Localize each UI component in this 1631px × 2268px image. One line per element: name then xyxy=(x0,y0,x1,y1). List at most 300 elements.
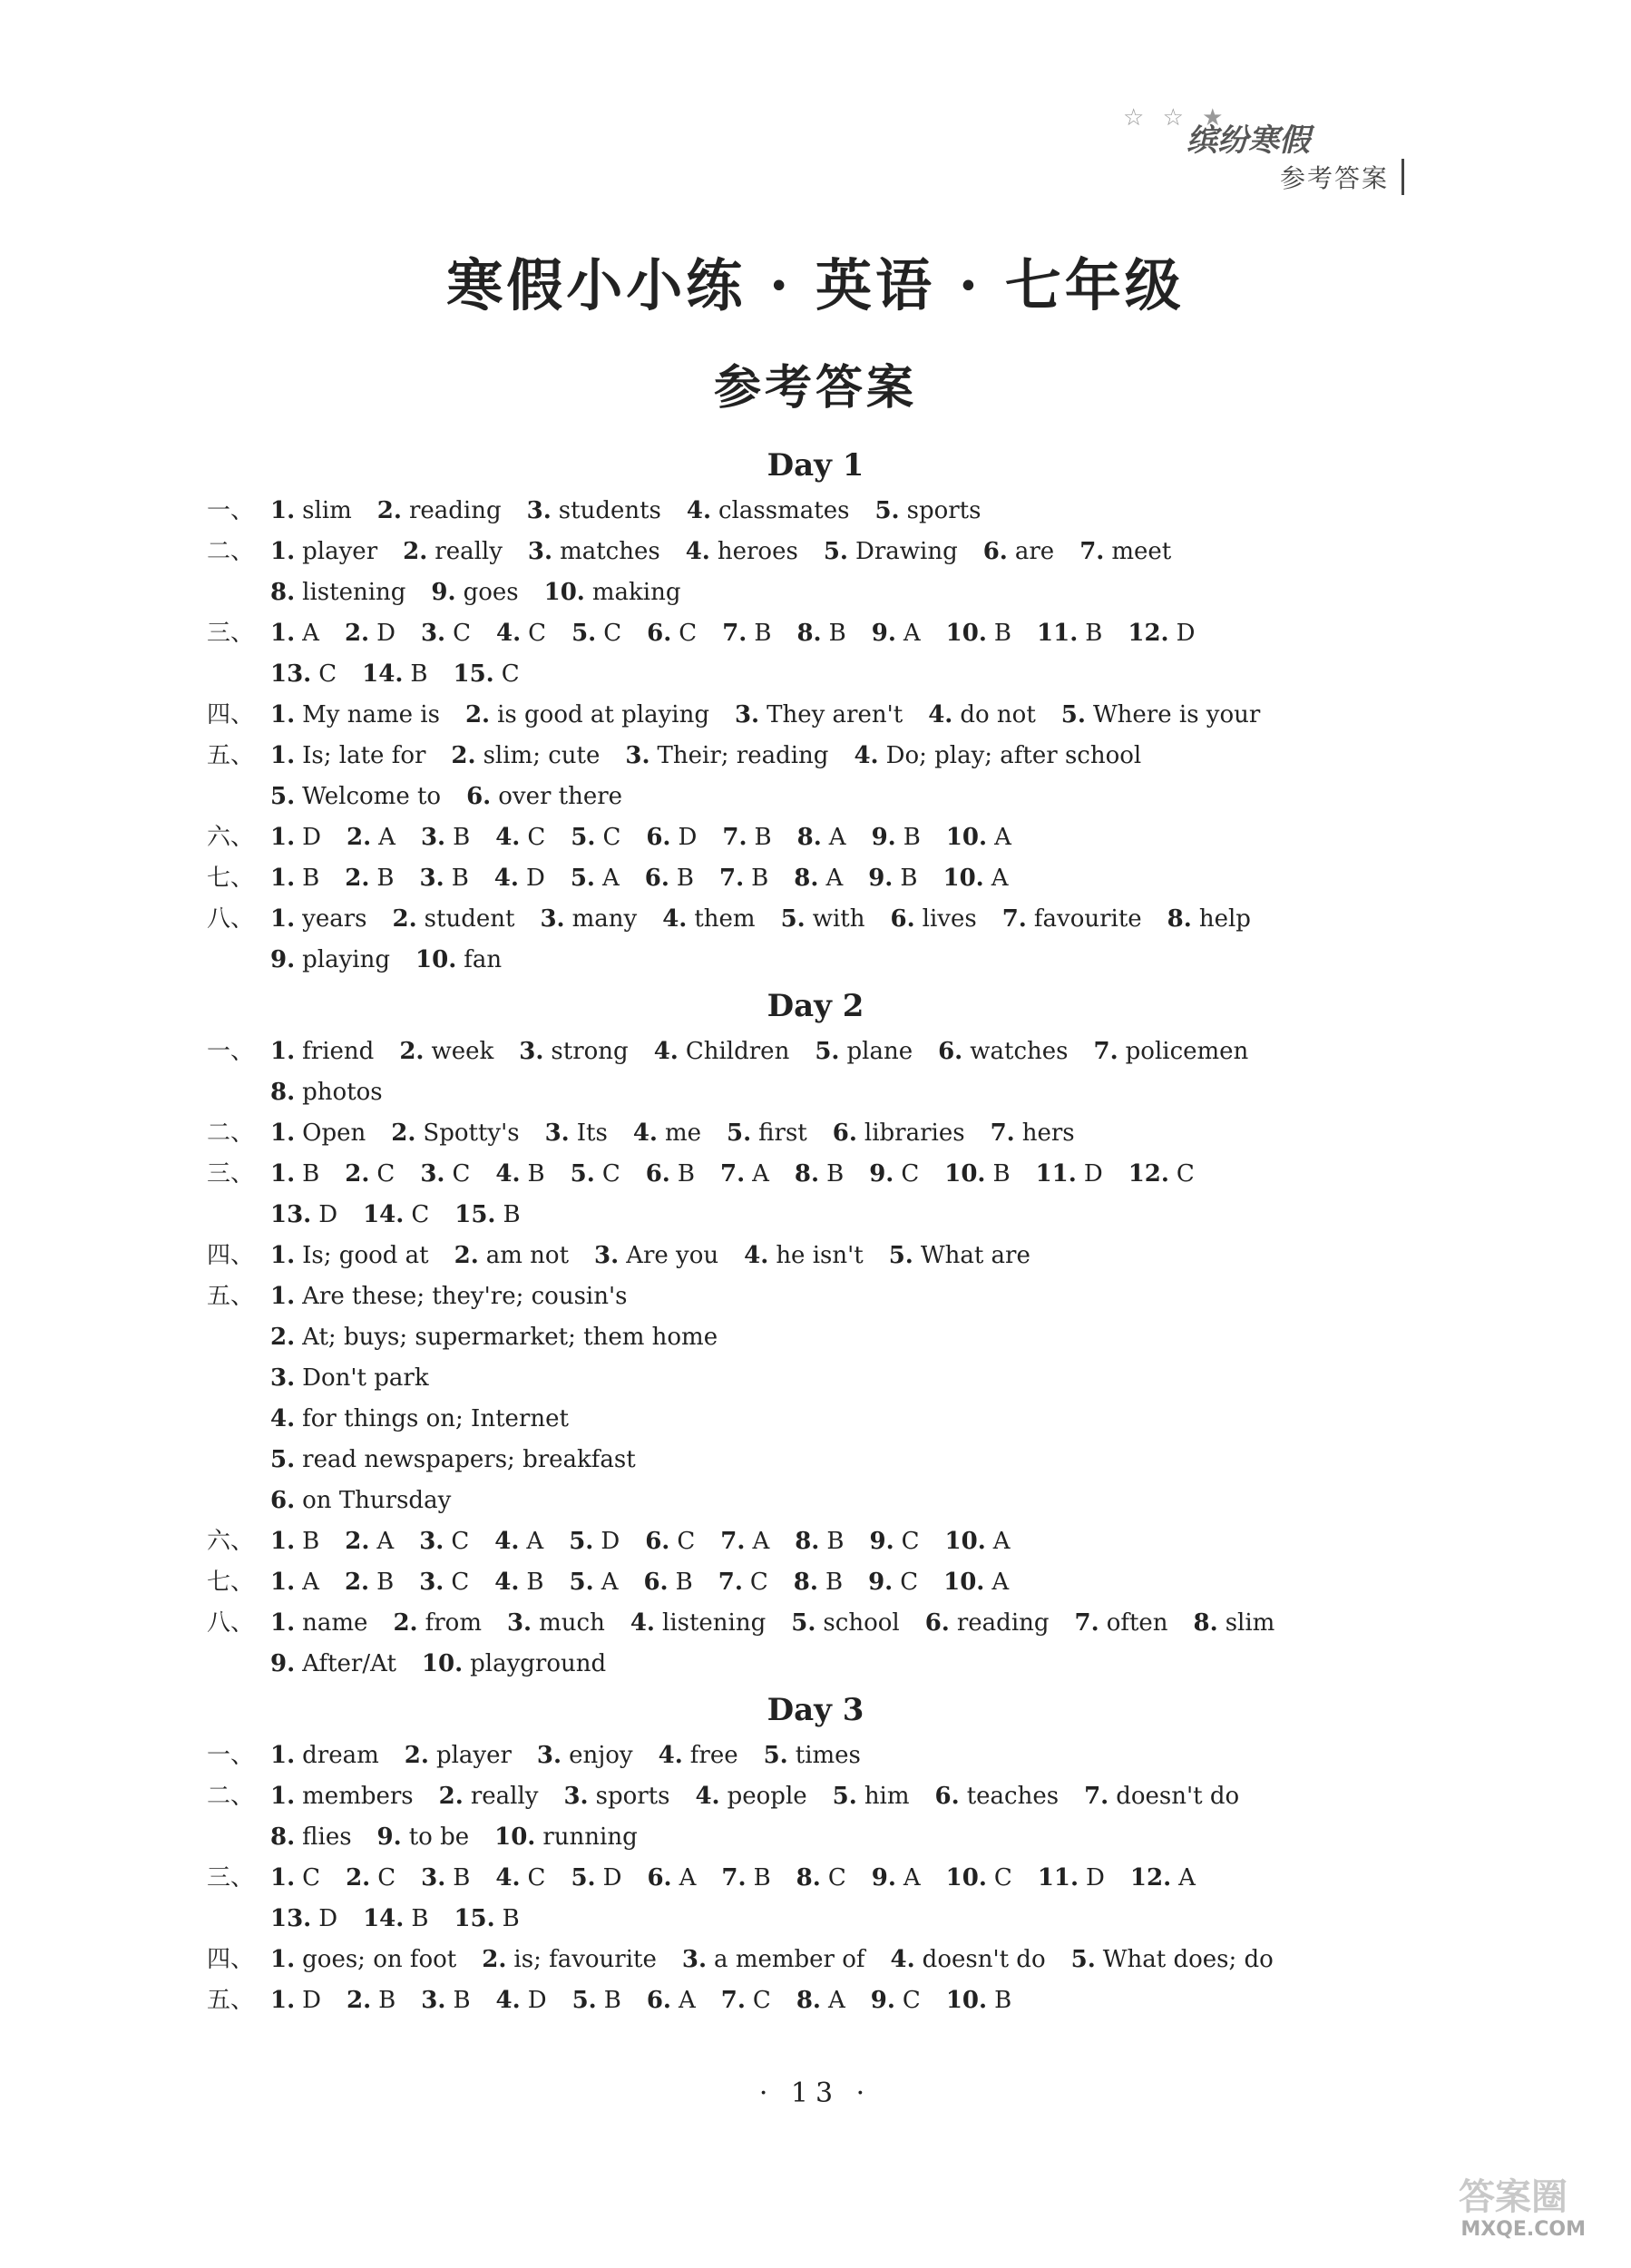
answer-text: A xyxy=(828,824,846,851)
answer-number: 3. xyxy=(506,1609,532,1637)
answer-item xyxy=(346,1858,396,1899)
answer-item xyxy=(721,1980,771,2021)
section-label: 三、 xyxy=(207,1160,255,1188)
answer-item xyxy=(1038,1858,1105,1899)
answer-item xyxy=(495,1154,544,1195)
answer-item xyxy=(797,817,846,858)
answer-number: 5. xyxy=(874,497,900,524)
answer-item xyxy=(270,1195,337,1236)
answer-item xyxy=(643,1562,692,1603)
answer-row xyxy=(207,532,1422,572)
answer-item xyxy=(420,858,469,899)
answer-number: 6. xyxy=(832,1119,857,1147)
answer-item xyxy=(421,613,471,654)
answer-number: 5. xyxy=(727,1119,752,1147)
answer-number: 10. xyxy=(945,1987,988,2014)
answer-text: D xyxy=(602,1864,622,1892)
answer-item xyxy=(270,1735,379,1776)
answer-item xyxy=(646,817,697,858)
answer-item xyxy=(465,695,709,736)
answer-number: 2. xyxy=(344,620,370,647)
answer-text: C xyxy=(527,1864,546,1892)
answer-text: over there xyxy=(498,783,623,810)
answer-number: 10. xyxy=(415,946,457,973)
answer-number: 4. xyxy=(695,1783,720,1810)
answer-text: Do; play; after school xyxy=(885,742,1142,769)
answer-item xyxy=(270,1980,321,2021)
answer-text: B xyxy=(754,620,772,647)
answer-item xyxy=(946,1980,1011,2021)
answer-number: 4. xyxy=(653,1038,679,1065)
answer-item xyxy=(1093,1031,1248,1072)
answer-number: 3. xyxy=(734,701,760,728)
answer-item xyxy=(419,1521,469,1562)
answer-item xyxy=(854,736,1141,777)
answer-number: 1. xyxy=(270,865,296,892)
answer-item xyxy=(345,858,394,899)
answer-text: C xyxy=(302,1864,321,1892)
answer-text: D xyxy=(302,824,322,851)
answer-number: 6. xyxy=(938,1038,963,1065)
section-label: 八、 xyxy=(207,1609,255,1637)
answer-item xyxy=(571,1858,621,1899)
answer-number: 5. xyxy=(570,865,595,892)
answer-number: 5. xyxy=(780,905,806,933)
answer-number: 3. xyxy=(420,824,446,851)
answer-text: B xyxy=(376,1569,395,1596)
answer-item xyxy=(494,1817,638,1858)
answer-text: goes xyxy=(463,579,519,606)
answer-text: B xyxy=(828,620,846,647)
answer-text: B xyxy=(453,1864,471,1892)
answer-number: 9. xyxy=(870,1987,895,2014)
answer-text: to be xyxy=(408,1823,470,1851)
answer-number: 3. xyxy=(270,1364,296,1392)
answer-item xyxy=(791,1603,899,1644)
answer-item xyxy=(794,858,843,899)
section-label: 三、 xyxy=(207,620,255,647)
answer-number: 3. xyxy=(419,865,444,892)
answer-item xyxy=(720,1154,769,1195)
answer-number: 10. xyxy=(494,1823,536,1851)
answer-text: strong xyxy=(551,1038,629,1065)
answer-text: B xyxy=(676,865,695,892)
answer-item xyxy=(415,940,502,981)
answer-item xyxy=(945,1521,1011,1562)
answer-text: times xyxy=(795,1742,861,1769)
answer-text: from xyxy=(425,1609,482,1637)
answer-number: 13. xyxy=(270,1905,312,1932)
answer-number: 5. xyxy=(1060,701,1086,728)
answer-text: C xyxy=(603,620,622,647)
answer-text: C xyxy=(411,1201,430,1228)
answer-number: 10. xyxy=(945,620,987,647)
answer-text: A xyxy=(991,1569,1010,1596)
answer-number: 6. xyxy=(466,783,492,810)
answer-number: 12. xyxy=(1128,620,1169,647)
answer-item xyxy=(744,1236,864,1276)
answer-text: D xyxy=(527,1987,547,2014)
answer-text: slim xyxy=(302,497,352,524)
answer-number: 4. xyxy=(495,824,521,851)
answer-item xyxy=(494,1562,543,1603)
answer-item xyxy=(507,1603,605,1644)
answer-number: 1. xyxy=(270,1242,296,1269)
answer-number: 9. xyxy=(871,824,896,851)
answer-item xyxy=(1071,1940,1274,1980)
answer-number: 1. xyxy=(270,1946,296,1973)
answer-row xyxy=(207,1276,1422,1317)
section-label: 七、 xyxy=(207,1569,255,1596)
answer-number: 15. xyxy=(454,1905,495,1932)
answer-number: 4. xyxy=(744,1242,769,1269)
answer-text: Its xyxy=(576,1119,608,1147)
answer-item xyxy=(942,858,1008,899)
answer-text: goes; on foot xyxy=(302,1946,457,1973)
answer-item xyxy=(796,613,845,654)
answer-text: C xyxy=(827,1864,846,1892)
answer-number: 4. xyxy=(854,742,879,769)
answer-number: 9. xyxy=(376,1823,402,1851)
answer-row xyxy=(207,1980,1422,2021)
answer-text: C xyxy=(501,660,520,688)
answer-item xyxy=(872,817,921,858)
answer-item xyxy=(874,491,981,532)
answer-number: 3. xyxy=(536,1742,562,1769)
answer-number: 8. xyxy=(270,1079,296,1106)
answer-number: 10. xyxy=(944,1160,986,1188)
answer-text: Welcome to xyxy=(302,783,442,810)
answer-text: meet xyxy=(1111,538,1172,565)
answer-text: B xyxy=(503,1201,521,1228)
answer-item xyxy=(270,1276,627,1317)
answer-row xyxy=(207,1440,1422,1481)
answer-number: 3. xyxy=(421,1987,446,2014)
answer-text: B xyxy=(992,1160,1011,1188)
answer-text: teaches xyxy=(966,1783,1060,1810)
answer-item xyxy=(270,777,441,817)
answer-text: D xyxy=(525,865,545,892)
answer-item xyxy=(633,1113,701,1154)
answer-number: 4. xyxy=(270,1405,296,1432)
answer-number: 1. xyxy=(270,1119,296,1147)
answer-text: A xyxy=(752,1160,769,1188)
answer-text: A xyxy=(903,620,921,647)
answer-text: B xyxy=(527,1160,545,1188)
answer-number: 11. xyxy=(1037,1864,1079,1892)
answer-item xyxy=(1075,1603,1168,1644)
answer-item xyxy=(540,899,637,940)
answer-item xyxy=(1036,1154,1103,1195)
answer-number: 7. xyxy=(1084,1783,1109,1810)
answer-item xyxy=(571,858,620,899)
answer-item xyxy=(659,1735,738,1776)
answer-number: 5. xyxy=(823,538,848,565)
answer-number: 1. xyxy=(270,1283,296,1310)
answer-text: D xyxy=(1083,1160,1103,1188)
answer-number: 4. xyxy=(662,905,688,933)
answer-number: 7. xyxy=(721,1864,747,1892)
answer-number: 2. xyxy=(438,1783,464,1810)
answer-content xyxy=(207,440,1422,2021)
answer-text: do not xyxy=(960,701,1036,728)
day-heading: Day 3 xyxy=(767,1692,864,1728)
answer-number: 3. xyxy=(594,1242,620,1269)
answer-text: for things on; Internet xyxy=(302,1405,569,1432)
answer-item xyxy=(345,1562,394,1603)
answer-number: 8. xyxy=(796,1987,821,2014)
answer-item xyxy=(270,1031,374,1072)
answer-number: 1. xyxy=(270,701,296,728)
answer-item xyxy=(721,1858,770,1899)
answer-item xyxy=(270,1236,429,1276)
answer-item xyxy=(654,1031,790,1072)
answer-item xyxy=(571,817,620,858)
answer-number: 12. xyxy=(1129,1864,1172,1892)
answer-number: 14. xyxy=(363,1201,405,1228)
answer-item xyxy=(686,532,798,572)
answer-row xyxy=(207,1358,1422,1399)
answer-text: Don't park xyxy=(302,1364,429,1392)
answer-number: 5. xyxy=(791,1609,816,1637)
answer-item xyxy=(419,1562,469,1603)
answer-item xyxy=(833,1113,965,1154)
answer-row xyxy=(207,1481,1422,1521)
answer-text: people xyxy=(727,1783,807,1810)
answer-item xyxy=(451,736,600,777)
answer-number: 9. xyxy=(869,1160,894,1188)
answer-text: B xyxy=(753,1864,771,1892)
answer-text: B xyxy=(526,1569,544,1596)
answer-item xyxy=(494,858,545,899)
watermark-logo: 答案圈 xyxy=(1459,2175,1568,2218)
answer-item xyxy=(454,1899,519,1940)
answer-number: 3. xyxy=(625,742,650,769)
answer-number: 2. xyxy=(347,1987,372,2014)
answer-text: B xyxy=(1085,620,1103,647)
answer-text: am not xyxy=(485,1242,570,1269)
page-subtitle: 参考答案 xyxy=(713,360,917,415)
answer-number: 1. xyxy=(270,1987,296,2014)
answer-text: policemen xyxy=(1125,1038,1249,1065)
answer-text: on Thursday xyxy=(302,1487,452,1514)
answer-item xyxy=(720,1521,769,1562)
answer-text: a member of xyxy=(714,1946,865,1973)
answer-row xyxy=(207,940,1422,981)
answer-number: 7. xyxy=(719,1160,746,1188)
answer-item xyxy=(722,613,771,654)
answer-number: 2. xyxy=(345,1528,370,1555)
answer-text: A xyxy=(752,1528,770,1555)
answer-item xyxy=(347,817,396,858)
answer-number: 4. xyxy=(928,701,953,728)
answer-item xyxy=(421,1858,470,1899)
answer-number: 7. xyxy=(1074,1609,1099,1637)
answer-item xyxy=(1084,1776,1239,1817)
answer-text: What are xyxy=(920,1242,1030,1269)
answer-item xyxy=(422,1644,606,1685)
answer-row xyxy=(207,736,1422,777)
answer-text: slim; cute xyxy=(483,742,601,769)
answer-item xyxy=(528,532,660,572)
answer-number: 7. xyxy=(722,620,747,647)
answer-number: 4. xyxy=(495,1987,521,2014)
answer-text: reading xyxy=(956,1609,1050,1637)
answer-number: 5. xyxy=(763,1742,788,1769)
answer-row xyxy=(207,695,1422,736)
answer-number: 8. xyxy=(796,620,822,647)
answer-item xyxy=(545,1113,608,1154)
answer-text: years xyxy=(302,905,367,933)
answer-number: 3. xyxy=(420,620,446,647)
answer-text: A xyxy=(302,1569,319,1596)
answer-item xyxy=(695,1776,806,1817)
answer-number: 2. xyxy=(345,1160,370,1188)
answer-item xyxy=(625,736,828,777)
answer-item xyxy=(270,1521,319,1562)
answer-text: A xyxy=(991,865,1009,892)
answer-number: 4. xyxy=(494,1528,520,1555)
answer-text: D xyxy=(302,1987,322,2014)
answer-item xyxy=(983,532,1054,572)
answer-row xyxy=(207,1644,1422,1685)
answer-item xyxy=(872,613,921,654)
answer-number: 1. xyxy=(270,1609,296,1637)
answer-item xyxy=(270,858,319,899)
answer-item xyxy=(1002,899,1142,940)
answer-item xyxy=(594,1236,718,1276)
answer-number: 4. xyxy=(495,1160,521,1188)
answer-number: 13. xyxy=(270,1201,312,1228)
answer-item xyxy=(795,1154,844,1195)
answer-number: 5. xyxy=(270,783,296,810)
answer-number: 7. xyxy=(720,1987,746,2014)
answer-item xyxy=(571,1154,620,1195)
answer-text: A xyxy=(827,1987,845,2014)
answer-item xyxy=(794,1562,843,1603)
answer-number: 6. xyxy=(646,824,671,851)
answer-text: A xyxy=(376,1528,395,1555)
answer-number: 10. xyxy=(942,865,984,892)
answer-text: B xyxy=(994,1987,1012,2014)
answer-item xyxy=(891,899,977,940)
answer-number: 7. xyxy=(1001,905,1027,933)
answer-item xyxy=(270,1481,451,1521)
answer-item xyxy=(991,1113,1075,1154)
answer-item xyxy=(1061,695,1261,736)
section-label: 六、 xyxy=(207,824,255,851)
answer-number: 7. xyxy=(1079,538,1105,565)
answer-number: 5. xyxy=(569,1528,594,1555)
answer-item xyxy=(270,899,367,940)
answer-text: C xyxy=(901,1528,920,1555)
answer-text: B xyxy=(302,1160,320,1188)
answer-text: Children xyxy=(685,1038,790,1065)
answer-item xyxy=(270,1154,319,1195)
answer-number: 6. xyxy=(890,905,915,933)
answer-text: members xyxy=(302,1783,414,1810)
section-label: 四、 xyxy=(207,1242,255,1269)
answer-item xyxy=(687,491,850,532)
answer-item xyxy=(453,654,519,695)
answer-row xyxy=(207,777,1422,817)
answer-text: B xyxy=(900,865,918,892)
answer-item xyxy=(647,1980,696,2021)
answer-number: 6. xyxy=(647,620,672,647)
answer-text: C xyxy=(679,620,698,647)
answer-text: listening xyxy=(302,579,406,606)
answer-number: 8. xyxy=(270,1823,296,1851)
answer-item xyxy=(393,899,515,940)
answer-text: often xyxy=(1106,1609,1168,1637)
answer-number: 2. xyxy=(270,1324,296,1351)
answer-text: A xyxy=(825,865,844,892)
answer-text: read newspapers; breakfast xyxy=(302,1446,636,1473)
answer-item xyxy=(270,940,390,981)
answer-text: slim xyxy=(1225,1609,1275,1637)
answer-text: B xyxy=(677,1160,695,1188)
answer-item xyxy=(270,695,440,736)
answer-number: 13. xyxy=(270,660,312,688)
answer-text: much xyxy=(539,1609,605,1637)
answer-item xyxy=(454,1195,520,1236)
section-label: 五、 xyxy=(207,1283,255,1310)
answer-text: friend xyxy=(302,1038,375,1065)
answer-row xyxy=(207,1317,1422,1358)
answer-text: making xyxy=(591,579,681,606)
answer-number: 5. xyxy=(815,1038,840,1065)
answer-number: 4. xyxy=(630,1609,655,1637)
answer-number: 9. xyxy=(431,579,456,606)
answer-number: 5. xyxy=(571,1864,596,1892)
answer-text: A xyxy=(526,1528,544,1555)
answer-item xyxy=(571,613,621,654)
answer-number: 11. xyxy=(1035,1160,1077,1188)
answer-number: 5. xyxy=(569,1569,594,1596)
answer-item xyxy=(270,1562,319,1603)
answer-item xyxy=(824,532,958,572)
answer-text: playground xyxy=(470,1650,607,1677)
answer-number: 5. xyxy=(1070,1946,1096,1973)
answer-text: reading xyxy=(408,497,502,524)
answer-item xyxy=(815,1031,913,1072)
answer-item xyxy=(363,1195,429,1236)
answer-item xyxy=(496,613,546,654)
answer-item xyxy=(869,1521,919,1562)
answer-item xyxy=(1130,1858,1196,1899)
answer-text: really xyxy=(435,538,503,565)
answer-number: 9. xyxy=(868,865,894,892)
answer-number: 1. xyxy=(270,497,296,524)
day-heading: Day 1 xyxy=(767,447,864,484)
answer-row xyxy=(207,1817,1422,1858)
answer-text: A xyxy=(678,1987,696,2014)
answer-item xyxy=(270,1399,569,1440)
answer-text: enjoy xyxy=(569,1742,633,1769)
answer-text: students xyxy=(558,497,661,524)
answer-text: B xyxy=(675,1569,693,1596)
answer-number: 3. xyxy=(421,1864,446,1892)
answer-text: me xyxy=(664,1119,702,1147)
answer-number: 9. xyxy=(868,1569,894,1596)
answer-text: week xyxy=(431,1038,494,1065)
answer-text: D xyxy=(376,620,396,647)
section-label: 六、 xyxy=(207,1528,255,1555)
answer-item xyxy=(494,1521,543,1562)
answer-text: him xyxy=(864,1783,910,1810)
answer-number: 2. xyxy=(404,1742,429,1769)
section-label: 二、 xyxy=(207,1783,255,1810)
